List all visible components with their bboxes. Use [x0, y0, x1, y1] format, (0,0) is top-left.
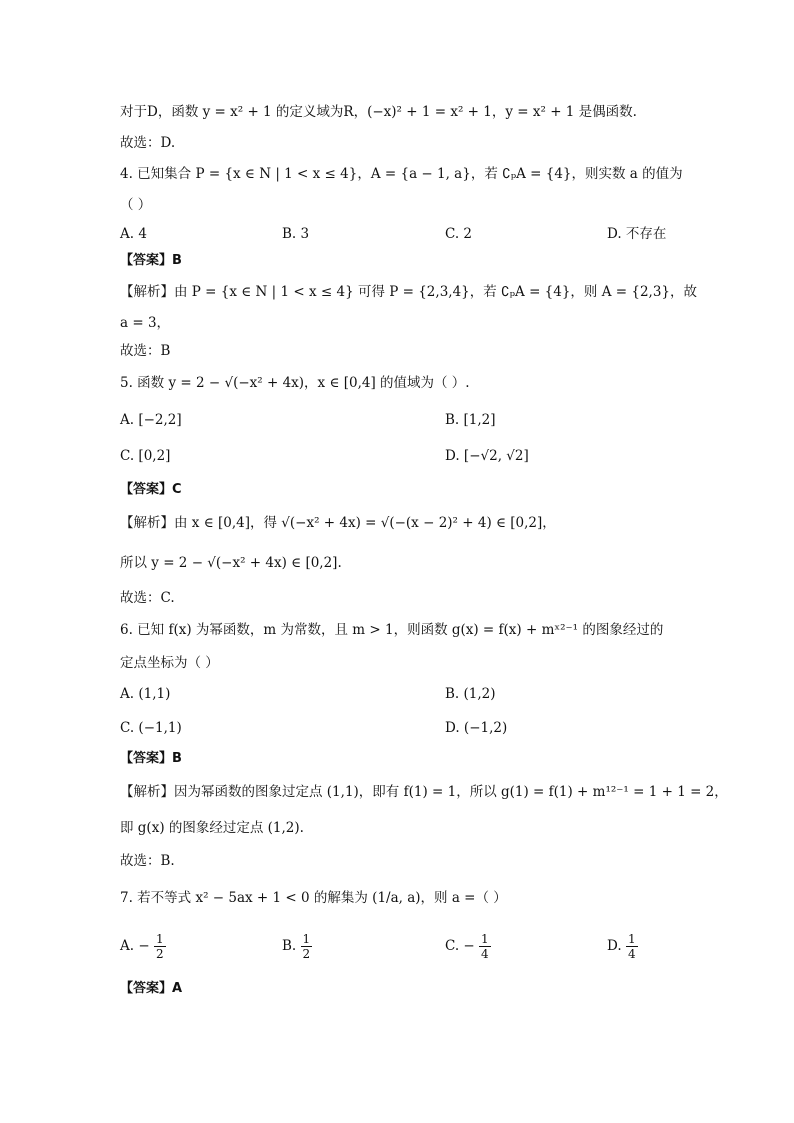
option-a: A. [−2,2]	[120, 412, 182, 428]
option-d	[607, 932, 638, 961]
denominator: 2	[155, 947, 164, 961]
question-6-stem-cont: 定点坐标为（ ）	[120, 655, 219, 671]
analysis-text: 【解析】由 P = {x ∈ N | 1 < x ≤ 4} 可得 P = {2,3,4}，若 ∁ₚA = {4}，则 A = {2,3}，故	[120, 284, 698, 300]
numerator: 1	[627, 932, 636, 946]
numerator: 1	[481, 932, 489, 946]
option-a	[120, 932, 166, 961]
analysis-text: 【解析】由 x ∈ [0,4]，得 √(−x² + 4x) = √(−(x − 2)² + 4) ∈ [0,2]，	[120, 515, 556, 531]
numerator: 1	[302, 932, 311, 946]
option-d: D. [−√2, √2]	[445, 448, 529, 464]
option-b: B. (1,2)	[445, 686, 496, 702]
option-b: B. 3	[282, 226, 310, 242]
option-c: C. [0,2]	[120, 448, 171, 464]
fraction	[301, 932, 313, 961]
option-c	[445, 932, 491, 961]
option-prefix: D.	[607, 938, 622, 954]
option-d: D. 不存在	[607, 226, 667, 242]
denominator: 4	[481, 947, 489, 961]
denominator: 2	[302, 947, 311, 961]
text-line: 故选：D.	[120, 135, 176, 151]
fraction	[154, 932, 166, 961]
text-line: 故选：C.	[120, 590, 175, 606]
fraction	[479, 932, 491, 961]
option-c: C. 2	[445, 226, 473, 242]
answer-label: 【答案】A	[120, 981, 183, 996]
question-4-stem: 4. 已知集合 P = {x ∈ N | 1 < x ≤ 4}，A = {a − 1, a}，若 ∁ₚA = {4}，则实数 a 的值为	[120, 166, 683, 182]
option-b	[282, 932, 312, 961]
option-b: B. [1,2]	[445, 412, 496, 428]
option-prefix: B.	[282, 938, 297, 954]
question-5-stem: 5. 函数 y = 2 − √(−x² + 4x)，x ∈ [0,4] 的值域为（ ）.	[120, 375, 470, 391]
option-a: A. (1,1)	[120, 686, 171, 702]
answer-label: 【答案】B	[120, 253, 182, 268]
question-7-stem: 7. 若不等式 x² − 5ax + 1 < 0 的解集为 (1/a, a)，则 a =（ ）	[120, 890, 507, 906]
question-4-bracket: （ ）	[120, 197, 152, 213]
answer-label: 【答案】C	[120, 482, 182, 497]
text-line: 对于D，函数 y = x² + 1 的定义域为R，(−x)² + 1 = x² + 1，y = x² + 1 是偶函数.	[120, 104, 637, 120]
analysis-text: 所以 y = 2 − √(−x² + 4x) ∈ [0,2].	[120, 555, 342, 571]
option-c: C. (−1,1)	[120, 720, 182, 736]
option-prefix: A. −	[120, 938, 150, 954]
text-line: 故选：B.	[120, 853, 175, 869]
option-a: A. 4	[120, 226, 147, 242]
numerator: 1	[155, 932, 164, 946]
option-prefix: C. −	[445, 938, 475, 954]
analysis-text: 即 g(x) 的图象经过定点 (1,2).	[120, 820, 304, 836]
text-line: 故选：B	[120, 343, 171, 359]
fraction	[626, 932, 638, 961]
option-d: D. (−1,2)	[445, 720, 508, 736]
denominator: 4	[627, 947, 636, 961]
analysis-text: a = 3，	[120, 315, 171, 331]
answer-label: 【答案】B	[120, 751, 182, 766]
analysis-text: 【解析】因为幂函数的图象过定点 (1,1)，即有 f(1) = 1，所以 g(1) = f(1) + m¹²⁻¹ = 1 + 1 = 2，	[120, 784, 728, 800]
question-6-stem: 6. 已知 f(x) 为幂函数，m 为常数，且 m > 1，则函数 g(x) = f(x) + mˣ²⁻¹ 的图象经过的	[120, 622, 664, 638]
